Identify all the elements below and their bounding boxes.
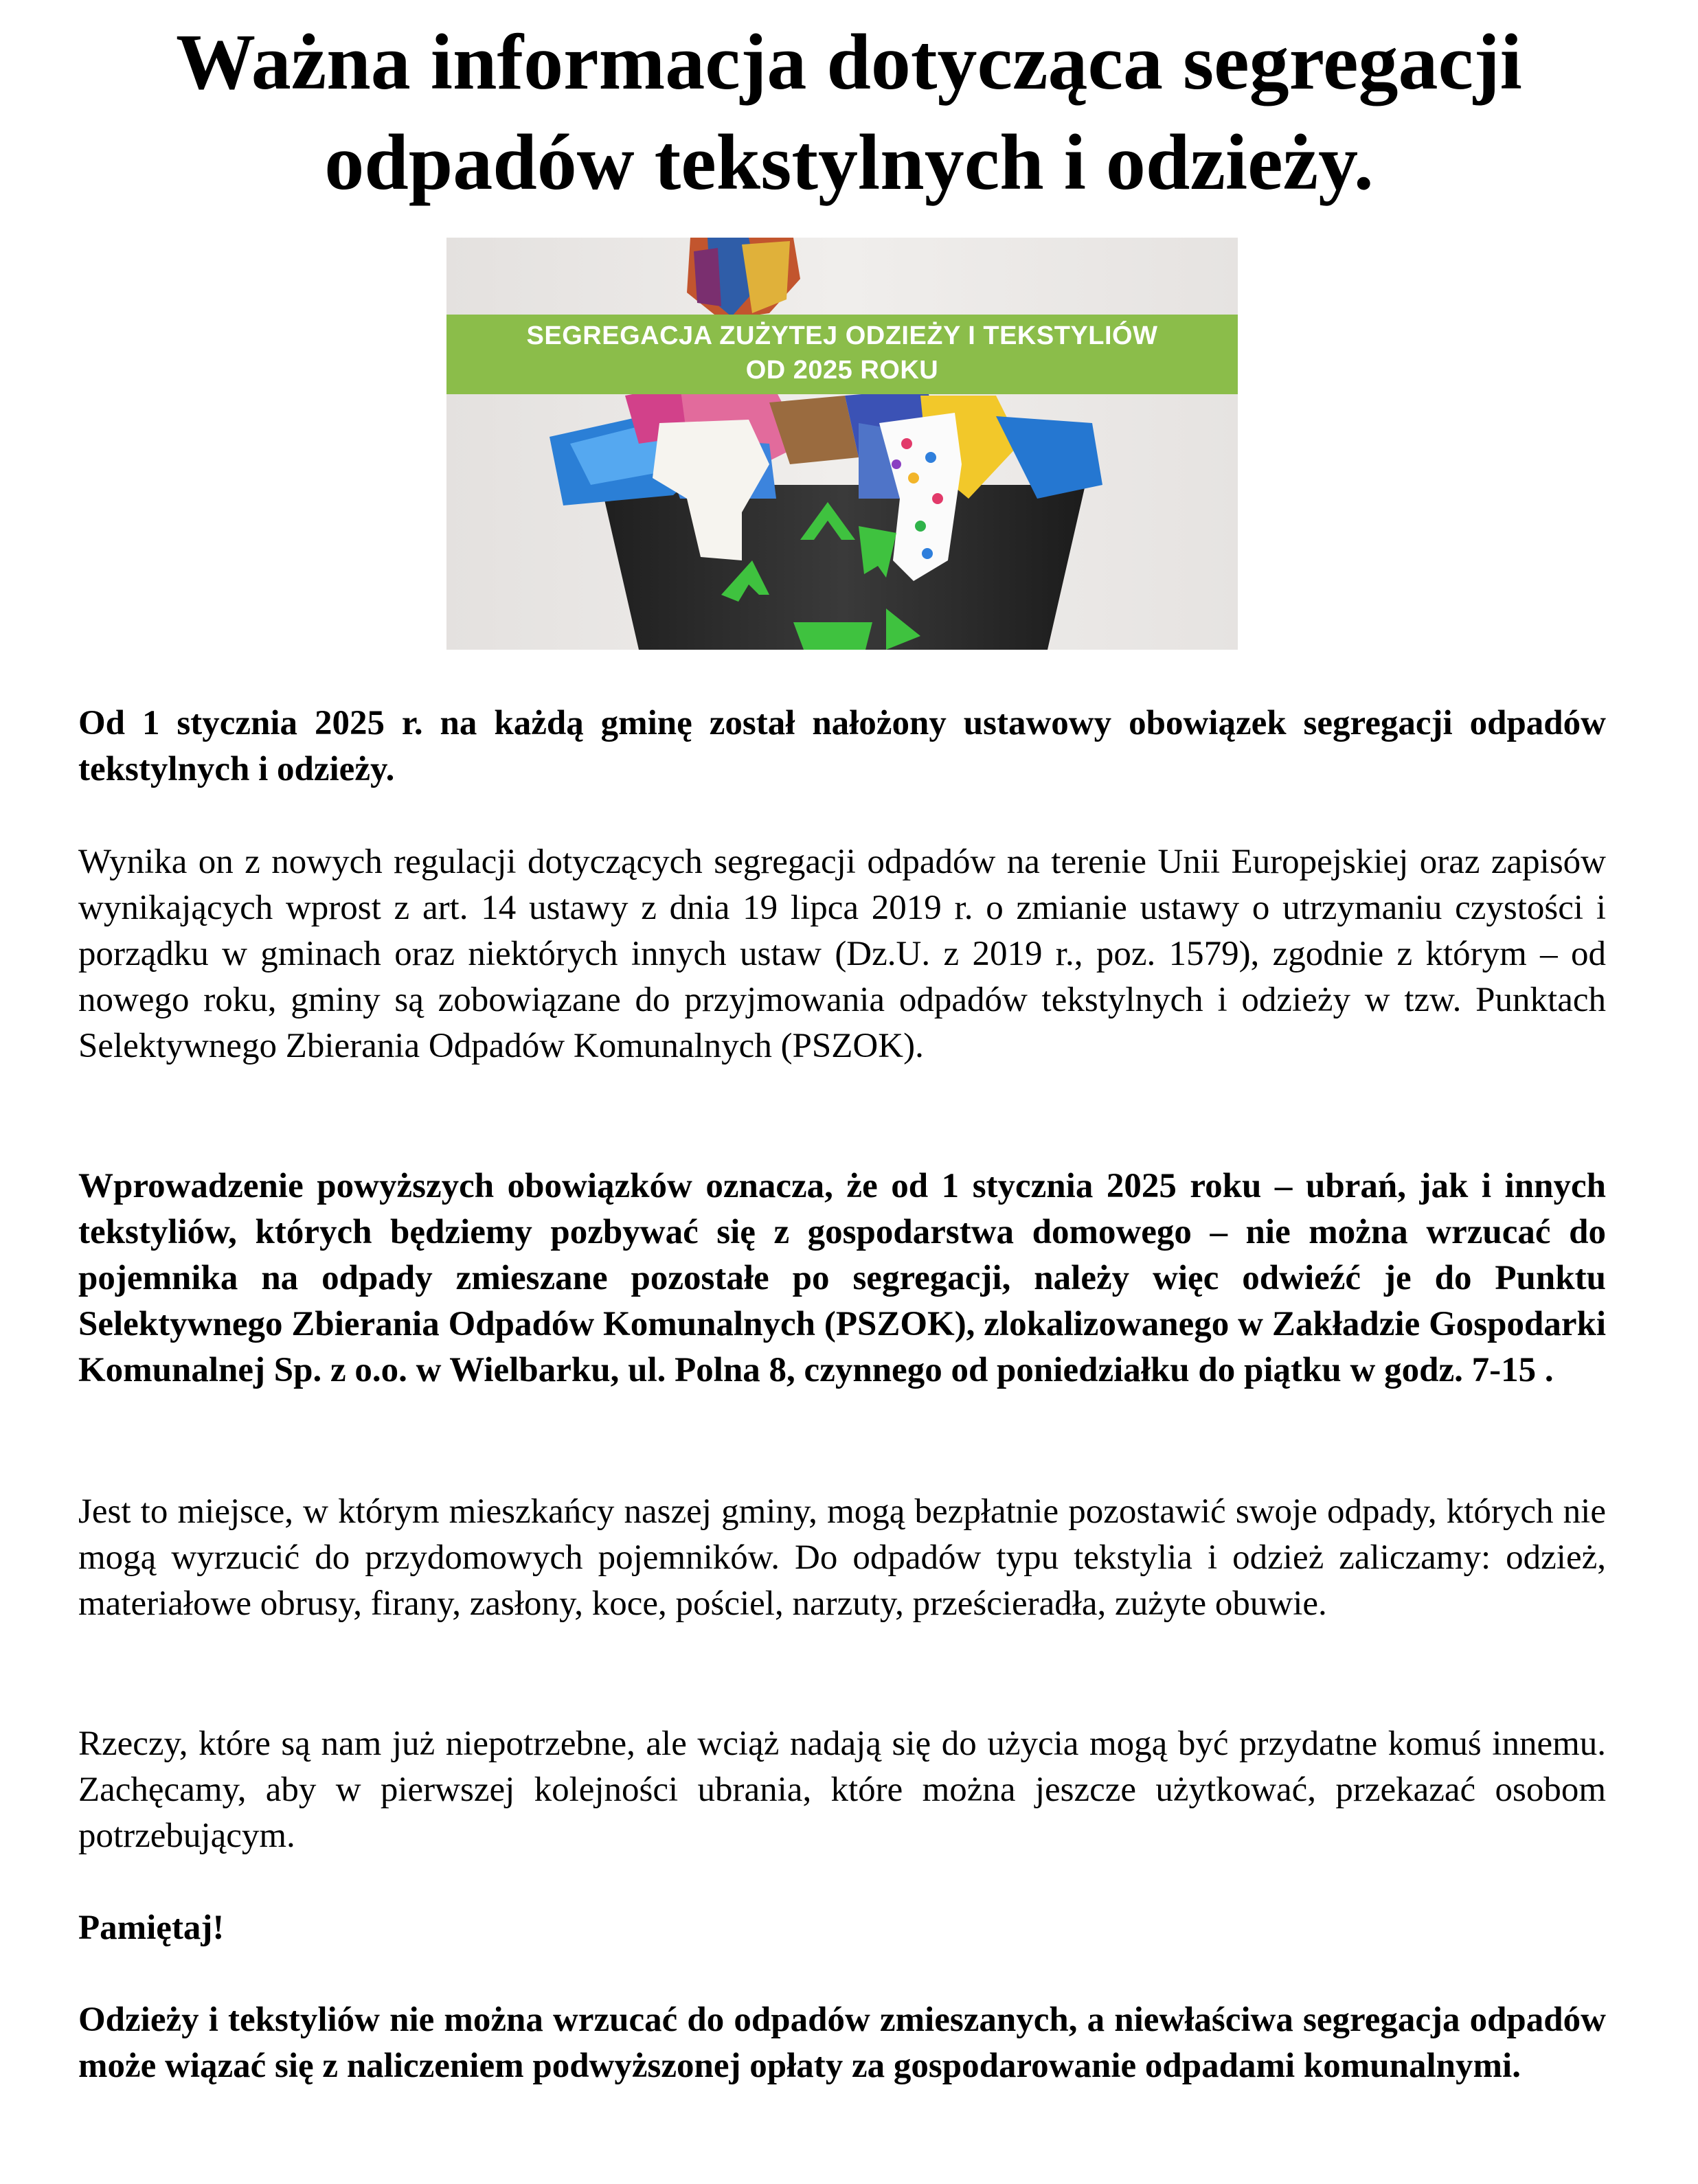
paragraph-obligation: Od 1 stycznia 2025 r. na każdą gminę został nałożony ustawowy obowiązek segregacji odpadów tekstylnych i odzieży. (78, 704, 1606, 788)
page-title (0, 12, 1698, 213)
paragraph-warning: Odzieży i tekstyliów nie można wrzucać do odpadów zmieszanych, a niewłaściwa segregacja odpadów może wiązać się z naliczeniem podwyższonej opłaty za gospodarowanie odpadami komunalnymi. (78, 2001, 1606, 2085)
banner-line-1: SEGREGACJA ZUŻYTEJ ODZIEŻY I TEKSTYLIÓW (526, 321, 1158, 350)
title-line-2: odpadów tekstylnych i odzieży. (324, 119, 1374, 207)
banner-image (446, 238, 1238, 650)
paragraph-pszok-info: Wprowadzenie powyższych obowiązków oznacza, że od 1 stycznia 2025 roku – ubrań, jak i innych tekstyliów, których będziemy pozbywać się z gospodarstwa domowego – nie można wrzucać do pojemnika na odpady zmieszane pozostałe po segregacji, należy więc odwieźć je do Punktu Selektywnego Zbierania Odpadów Komunalnych (PSZOK), zlokalizowanego w Zakładzie Gospodarki Komunalnej Sp. z o.o. w Wielbarku, ul. Polna 8, czynnego od poniedziałku do piątku w godz. 7-15 . (78, 1167, 1606, 1389)
banner-illustration (446, 238, 1238, 650)
paragraph-textile-types: Jest to miejsce, w którym mieszkańcy naszej gminy, mogą bezpłatnie pozostawić swoje odpady, których nie mogą wyrzucić do przydomowych pojemników. Do odpadów typu tekstylia i odzież zaliczamy: odzież, materiałowe obrusy, firany, zasłony, koce, pościel, narzuty, prześcieradła, zużyte obuwie. (78, 1492, 1606, 1623)
banner-line-2: OD 2025 ROKU (745, 356, 939, 385)
paragraph-legal-basis: Wynika on z nowych regulacji dotyczących segregacji odpadów na terenie Unii Europejskiej oraz zapisów wynikających wprost z art. 14 ustawy z dnia 19 lipca 2019 r. o zmianie ustawy o utrzymaniu czystości i porządku w gminach oraz niektórych innych ustaw (Dz.U. z 2019 r., poz. 1579), zgodnie z którym – od nowego roku, gminy są zobowiązane do przyjmowania odpadów tekstylnych i odzieży w tzw. Punktach Selektywnego Zbierania Odpadów Komunalnych (PSZOK). (78, 843, 1606, 1065)
paragraph-remember: Pamiętaj! (78, 1909, 225, 1947)
paragraph-donation: Rzeczy, które są nam już niepotrzebne, ale wciąż nadają się do użycia mogą być przydatne komuś innemu. Zachęcamy, aby w pierwszej kolejności ubrania, które można jeszcze użytkować, przekazać osobom potrzebującym. (78, 1725, 1606, 1855)
title-line-1: Ważna informacja dotycząca segregacji (176, 19, 1522, 106)
